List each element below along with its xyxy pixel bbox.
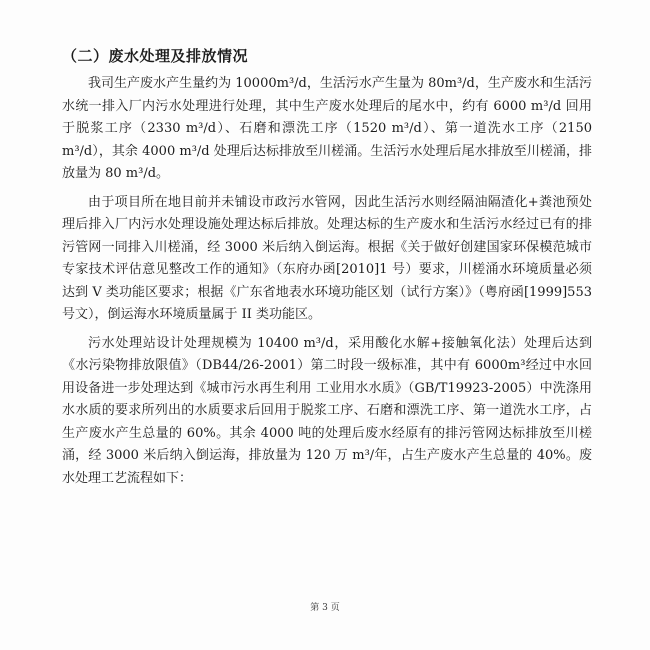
paragraph-line: 放量为 120 万 m³/年，占生产废水产生总量的 40%。废水处理工艺流程如下： (62, 448, 592, 486)
paragraph-1 (62, 73, 592, 186)
paragraph-line: 据《关于做好创建国家环保模范城市专家技术评估意见整改工作的通知》（东 (62, 239, 592, 277)
page-content (62, 45, 592, 496)
paragraph-line: 19923-2005）中洗涤用水水质的要求所列出的水质要求后回用于脱浆工序、石 (62, 380, 592, 418)
paragraph-line: m³经过中水回用设备进一步处理达到《城市污水再生利用 工业用水水质》（GB/T (62, 358, 592, 396)
paragraph-line: 化+粪池预处理后排入厂内污水处理设施处理达标后排放。处理达标的生产废水 (62, 194, 592, 232)
paragraph-line: 和生活污水统一排入厂内污水处理进行处理，其中生产废水处理后的尾水中， (62, 76, 592, 114)
paragraph-line: 污水处理站设计处理规模为 10400 m³/d，采用酸化水解+接触氧化法）处理 (88, 335, 552, 351)
paragraph-line: 环境质量属于 II 类功能区。 (159, 307, 322, 322)
paragraph-line: 我司生产废水产生量约为 10000m³/d，生活污水产生量为 80m³/d，生产废水 (88, 76, 540, 91)
paragraph-line: 府办函[2010]1 号）要求，川槎涌水环境质量必须达到 V 类功能区要求；根据《广 (62, 262, 592, 300)
section-heading: （二）废水处理及排放情况 (62, 47, 249, 65)
paragraph-line: 约有 6000 m³/d 回用于脱浆工序（2330 m³/d）、石磨和漂洗工序（1520 m³/d）、 (62, 98, 592, 136)
page-number: 第 3 页 (310, 603, 340, 613)
paragraph-line: 活污水处理后尾水排放至川槎涌，排放量为 80 m³/d。 (62, 143, 592, 181)
paragraph-line: 东省地表水环境功能区划（试行方案）》（粤府函[1999]553 号文），倒运海水 (62, 284, 593, 322)
paragraph-line: 由于项目所在地目前并未铺设市政污水管网，因此生活污水则经隔油隔渣 (88, 194, 515, 210)
paragraph-line: 磨和漂洗工序、第一道洗水工序，占生产废水产生总量的 60%。其余 4000 吨的 (62, 403, 592, 441)
paragraph-line: 后达到《水污染物排放限值》（DB44/26-2001）第二时段一级标准，其中有 6000 (62, 335, 592, 373)
paragraph-line: 和生活污水经过已有的排污管网一同排入川槎涌，经 3000 米后纳入倒运海。根 (62, 217, 592, 255)
paragraph-line: 第一道洗水工序（2150 m³/d），其余 4000 m³/d 处理后达标排放至川槎涌。生 (62, 121, 592, 159)
paragraph-2 (62, 192, 592, 327)
paragraph-3 (62, 333, 592, 491)
paragraph-line: 处理后废水经原有的排污管网达标排放至川槎涌，经 3000 米后纳入倒运海，排 (62, 425, 592, 463)
